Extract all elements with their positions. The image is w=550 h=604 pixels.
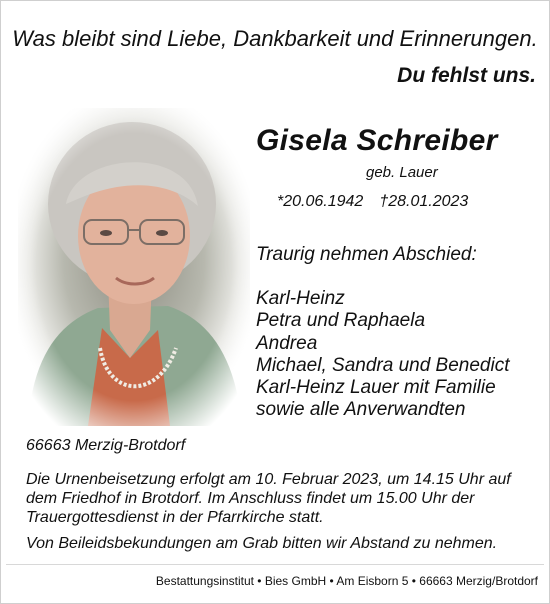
mourning-intro: Traurig nehmen Abschied:: [256, 244, 477, 265]
life-dates: [277, 192, 468, 212]
footer-divider: [6, 564, 544, 565]
family-member: Karl-Heinz: [256, 288, 345, 309]
funeral-home-footer: Bestattungsinstitut • Bies GmbH • Am Eisborn 5 • 66663 Merzig/Brotdorf: [155, 574, 538, 588]
family-member: Karl-Heinz Lauer mit Familie: [256, 377, 496, 399]
headline: Was bleibt sind Liebe, Dankbarkeit und Erinnerungen.: [12, 26, 538, 51]
family-member: Andrea: [256, 332, 318, 354]
family-member: sowie alle Anverwandten: [256, 399, 466, 421]
portrait-photo: [18, 108, 250, 426]
maiden-name: geb. Lauer: [366, 164, 438, 181]
city-line: 66663 Merzig-Brotdorf: [26, 437, 186, 454]
death-date: †28.01.2023: [379, 193, 469, 210]
deceased-name: Gisela Schreiber: [256, 124, 498, 157]
family-member: Petra und Raphaela: [256, 310, 426, 332]
missed-line: Du fehlst uns.: [397, 64, 536, 87]
family-list: [256, 288, 510, 422]
family-member: Michael, Sandra und Benedict: [256, 354, 510, 376]
condolence-note: Von Beileidsbekundungen am Grab bitten wir Abstand zu nehmen.: [26, 535, 498, 552]
birth-date: *20.06.1942: [277, 193, 364, 210]
burial-notice: Die Urnenbeisetzung erfolgt am 10. Februar 2023, um 14.15 Uhr auf dem Friedhof in Brotdorf. Im Anschluss findet um 15.00 Uhr der Trauergottesdienst in der Pfarrkirche statt.: [26, 471, 511, 526]
